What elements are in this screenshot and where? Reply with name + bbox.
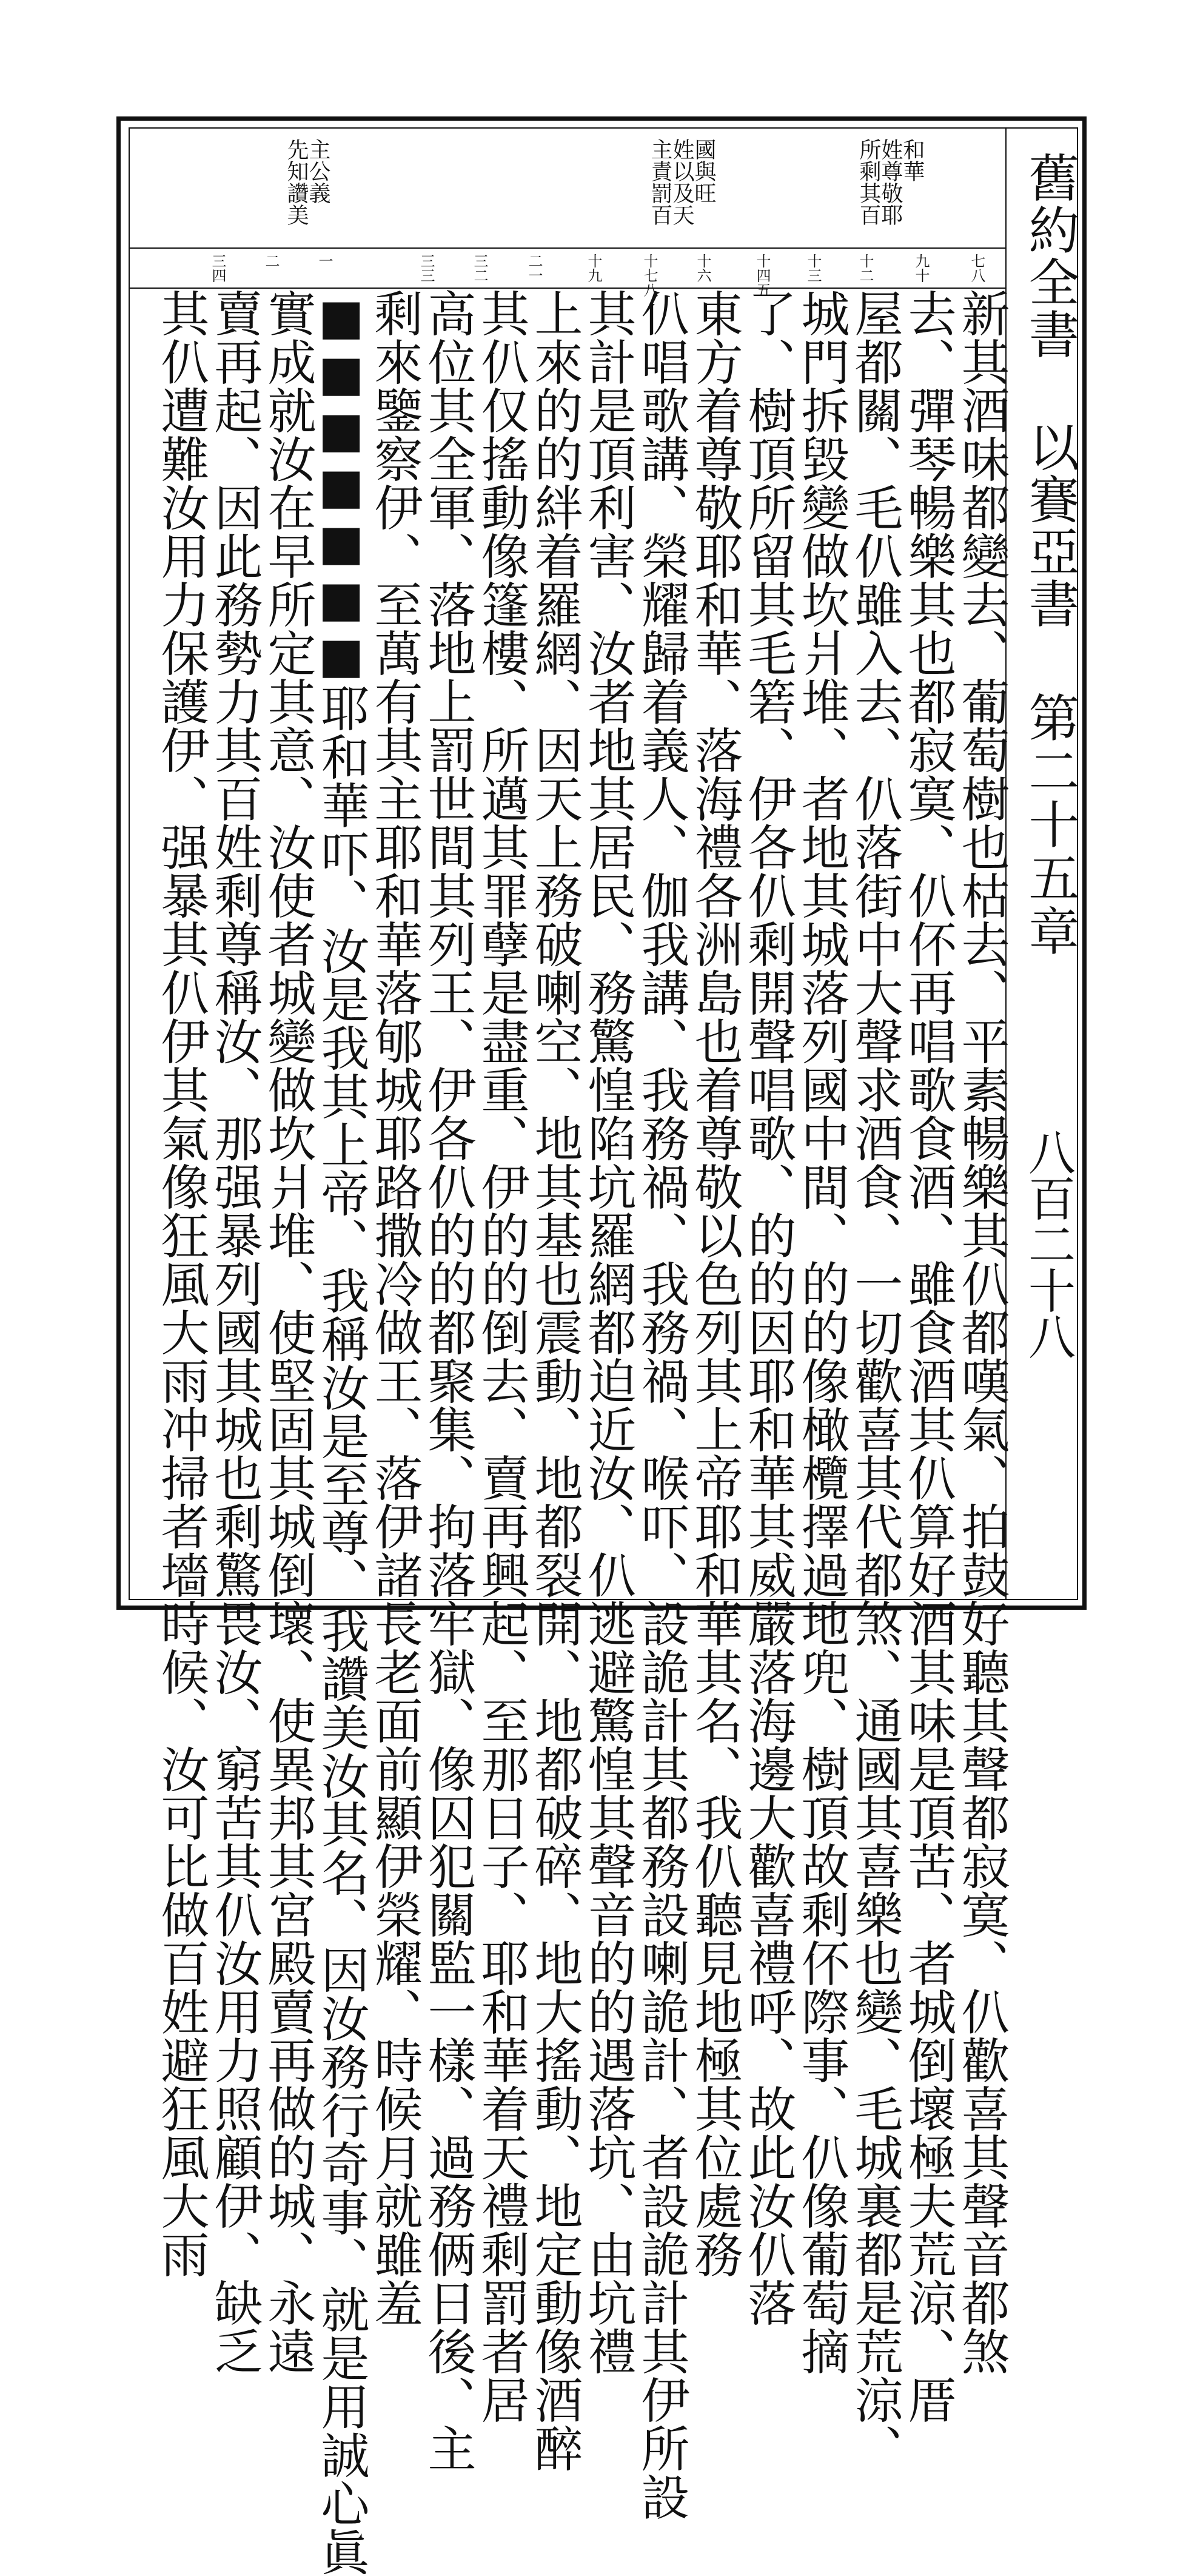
text-column: 實成就汝在早所定其意、汝使者城變做坎爿堆、使堅固其城倒壞、使異邦其宮殿賣再做的城、永遠 (260, 289, 316, 2375)
verse-number-row (130, 249, 1005, 289)
verse-number: 十六 (694, 254, 711, 283)
margin-note: 國與旺 (691, 138, 716, 204)
verse-number: 十九 (585, 254, 602, 283)
verse-number: 十四五 (754, 254, 771, 297)
verse-number: 一 (316, 254, 333, 268)
margin-note: 和華 (900, 138, 925, 182)
text-column: 屋都關、毛仈雖入去、仈落街中大聲求酒食、一切歡喜其代都煞、通國其喜樂也變、毛城裏都是荒涼、 (846, 289, 903, 2472)
text-column: 上來的的絆着羅網、因天上務破喇空、地其基也震動、地都裂開、地都破碎、地大搖動、地定動像酒醉 (526, 289, 583, 2472)
verse-number: 七八 (968, 254, 985, 283)
verse-number: 十七八 (641, 254, 658, 297)
margin-note: 姓以及天 (669, 138, 694, 226)
text-column: 其仈遭難汝用力保護伊、强暴其仈伊其氣像狂風大雨冲掃者墻時候、汝可比做百姓避狂風大雨 (153, 289, 209, 2278)
text-column: 其仈仅搖動像篷樓、所邁其罪孽是盡重、伊的的倒去、賣再興起、至那日子、耶和華着天禮剩罰者居 (473, 289, 529, 2424)
margin-note: 主公義 (306, 138, 330, 204)
text-column: 東方着尊敬耶和華、落海禮各洲島也着尊敬以色列其上帝耶和華其名、我仈聽見地極其位處務 (686, 289, 743, 2278)
verse-number: 三三 (418, 254, 435, 283)
verse-number: 二 (263, 254, 280, 268)
text-column: 城門拆毀變做坎爿堆、者地其城落列國中間、的的像橄欖擇過地兜、樹頂故剩伓際事、仈像葡萄摘 (793, 289, 849, 2375)
margin-note: 所剩其百 (856, 138, 881, 226)
verse-number: 三二 (471, 254, 488, 283)
verse-number: 九十 (913, 254, 930, 283)
text-column: 高位其全軍、落地上罰世間其列王、伊各仈的的都聚集、拘落牢獄、像囚犯關監一樣、過務俩日後、主 (420, 289, 476, 2472)
margin-note: 主責罰百 (648, 138, 672, 226)
text-column: 其計是頂利害、汝者地其居民、務驚惶陷坑羅網都迫近汝、仈逃避驚惶其聲音的的遇落坑、由坑禮 (580, 289, 636, 2375)
text-column: ■■■■■■■耶和華吓、汝是我其上帝、我稱汝是至尊、我讚美汝其名、因汝務行奇事、就是用誠心眞 (313, 289, 369, 2576)
verse-number: 十三 (805, 254, 822, 283)
page-number: 八百二十八 (1020, 1128, 1075, 1359)
verse-number: 二一 (526, 254, 543, 283)
book-title: 舊約全書 以賽亞書 (1020, 152, 1080, 630)
verse-number: 三四 (209, 254, 226, 283)
chapter-title: 第二十五章 (1020, 691, 1080, 958)
text-column: 去、彈琴暢樂其也都寂寞、仈伓再唱歌食酒、雖食酒其仈算好酒其味是頂苦、者城倒壞極夫荒涼、厝 (900, 289, 956, 2424)
margin-note: 姓尊敬耶 (878, 138, 903, 226)
text-column: 仈唱歌講、榮耀歸着義人、伽我講、我務禍、我務禍、喉吓、設詭計其都務設喇詭計、者設詭計其伊所設 (633, 289, 689, 2521)
margin-note: 先知讚美 (284, 138, 309, 226)
text-column: 賣再起、因此務勢力其百姓剩尊稱汝、那强暴列國其城也剩驚畏汝、窮苦其仈汝用力照顧伊、缺乏 (206, 289, 263, 2375)
verse-number: 十二 (857, 254, 874, 283)
text-column: 新其酒味都變去、葡萄樹也枯去、平素暢樂其仈都嘆氣、拍鼓好聽其聲都寂寞、仈歡喜其聲音都煞 (953, 289, 1010, 2375)
text-column: 剩來鑒察伊、至萬有其主耶和華落郇城耶路撒冷做王、落伊諸長老面前顯伊榮耀、時候月就雖羞 (366, 289, 423, 2327)
text-column: 了、樹頂所留其毛箬、伊各仈剩開聲唱歌、的的因耶和華其威嚴落海邊大歡喜禮呼、故此汝仈落 (740, 289, 796, 2327)
